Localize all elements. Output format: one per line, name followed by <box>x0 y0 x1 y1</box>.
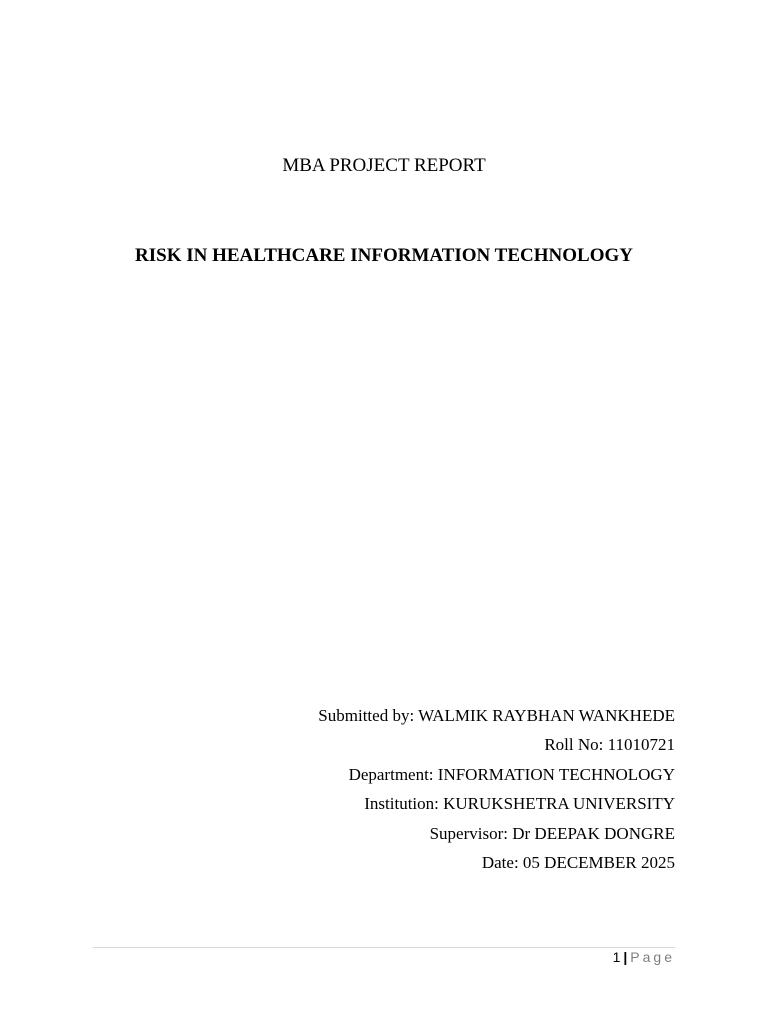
report-type-heading: MBA PROJECT REPORT <box>282 155 486 176</box>
footer-divider <box>93 947 675 948</box>
page-number: 1 <box>612 949 621 965</box>
supervisor-line: Supervisor: Dr DEEPAK DONGRE <box>429 823 675 843</box>
page-footer <box>613 947 675 967</box>
footer-separator: | <box>623 949 628 965</box>
report-title: RISK IN HEALTHCARE INFORMATION TECHNOLOGY <box>135 245 633 266</box>
institution-line: Institution: KURUKSHETRA UNIVERSITY <box>364 794 675 814</box>
page-label: Page <box>630 949 675 965</box>
roll-number-line: Roll No: 11010721 <box>544 735 675 755</box>
submitted-by-line: Submitted by: WALMIK RAYBHAN WANKHEDE <box>318 706 675 725</box>
department-line: Department: INFORMATION TECHNOLOGY <box>348 764 675 784</box>
date-line: Date: 05 DECEMBER 2025 <box>481 852 675 872</box>
submission-details <box>175 704 675 880</box>
